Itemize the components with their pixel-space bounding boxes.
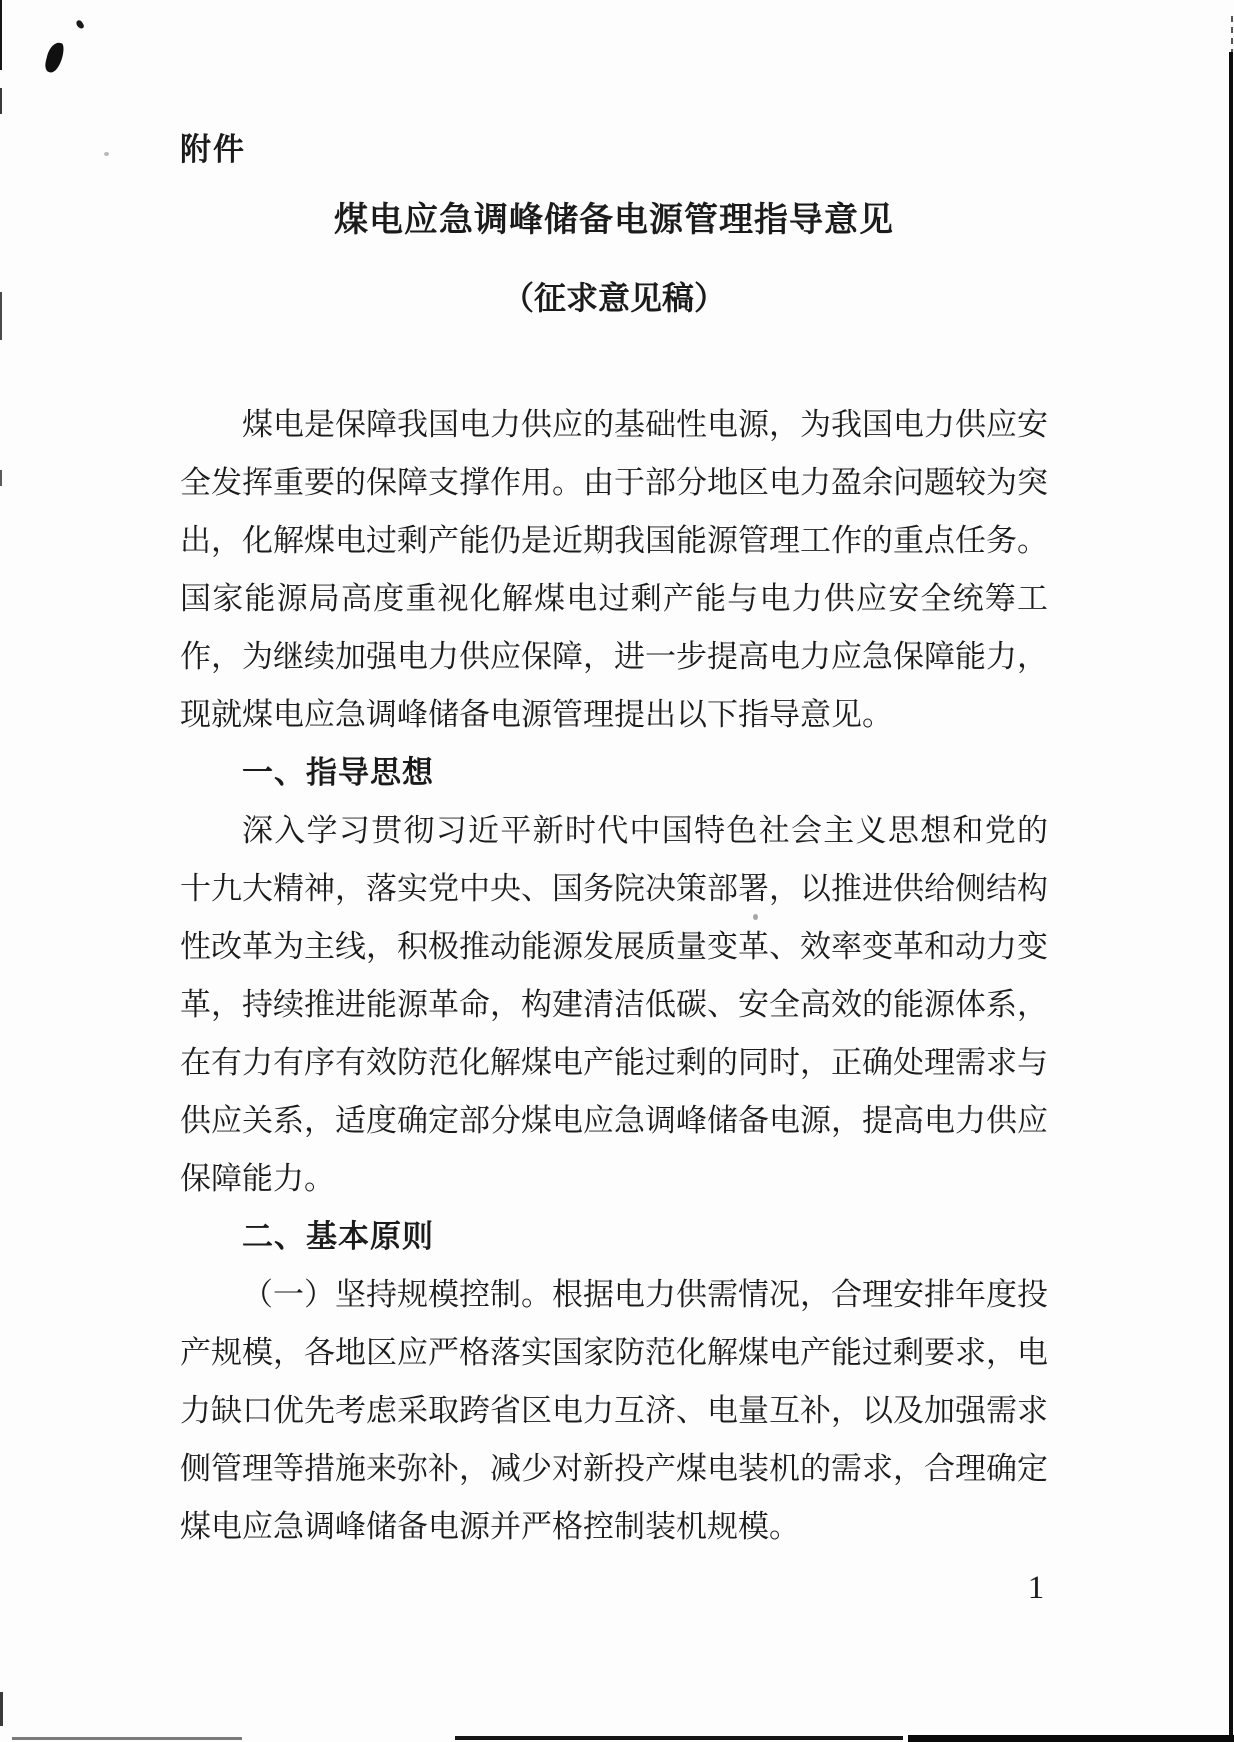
body-line: 煤电应急调峰储备电源并严格控制装机规模。 — [180, 1509, 800, 1544]
document-body — [180, 396, 1048, 1556]
body-line: 现就煤电应急调峰储备电源管理提出以下指导意见。 — [180, 697, 893, 732]
body-line: 产规模，各地区应严格落实国家防范化解煤电产能过剩要求，电 — [180, 1335, 1048, 1370]
scan-edge-left-artifact — [0, 0, 2, 70]
scan-edge-bottom-artifact — [908, 1735, 1234, 1742]
attachment-label: 附件 — [180, 132, 246, 167]
body-line: 革，持续推进能源革命，构建清洁低碳、安全高效的能源体系， — [180, 987, 1048, 1022]
body-line: 保障能力。 — [180, 1161, 335, 1196]
scan-edge-bottom-artifact — [12, 1737, 242, 1740]
body-line: 性改革为主线，积极推动能源发展质量变革、效率变革和动力变 — [180, 929, 1048, 964]
body-line: 十九大精神，落实党中央、国务院决策部署，以推进供给侧结构 — [180, 871, 1048, 906]
doc-title: 煤电应急调峰储备电源管理指导意见 — [334, 201, 894, 239]
faint-dot-artifact — [104, 152, 109, 156]
scan-edge-right-artifact — [1231, 16, 1233, 52]
ink-speck-artifact — [75, 19, 85, 30]
scan-edge-left-artifact — [0, 1692, 3, 1726]
body-line: 全发挥重要的保障支撑作用。由于部分地区电力盈余问题较为突 — [180, 465, 1048, 500]
scan-edge-right-artifact — [1229, 52, 1233, 1742]
body-line: 深入学习贯彻习近平新时代中国特色社会主义思想和党的 — [242, 813, 1048, 848]
section-heading: 二、基本原则 — [242, 1219, 434, 1254]
body-line: 出，化解煤电过剩产能仍是近期我国能源管理工作的重点任务。 — [180, 523, 1048, 558]
body-line: 国家能源局高度重视化解煤电过剩产能与电力供应安全统筹工 — [180, 581, 1048, 616]
body-line: （一）坚持规模控制。根据电力供需情况，合理安排年度投 — [242, 1277, 1048, 1312]
doc-subtitle: （征求意见稿） — [501, 280, 726, 316]
body-line: 在有力有序有效防范化解煤电产能过剩的同时，正确处理需求与 — [180, 1045, 1048, 1080]
scan-edge-left-artifact — [0, 88, 2, 114]
page-number: 1 — [1027, 1570, 1045, 1606]
scan-edge-left-artifact — [0, 292, 2, 340]
scan-edge-left-artifact — [0, 470, 2, 486]
body-line: 供应关系，适度确定部分煤电应急调峰储备电源，提高电力供应 — [180, 1103, 1048, 1138]
body-line: 侧管理等措施来弥补，减少对新投产煤电装机的需求，合理确定 — [180, 1451, 1048, 1486]
ink-blob-artifact — [43, 41, 65, 75]
section-heading: 一、指导思想 — [242, 755, 434, 790]
body-line: 力缺口优先考虑采取跨省区电力互济、电量互补，以及加强需求 — [180, 1393, 1048, 1428]
scan-edge-bottom-artifact — [455, 1736, 903, 1740]
body-line: 煤电是保障我国电力供应的基础性电源，为我国电力供应安 — [242, 407, 1048, 442]
body-line: 作，为继续加强电力供应保障，进一步提高电力应急保障能力， — [180, 639, 1048, 674]
